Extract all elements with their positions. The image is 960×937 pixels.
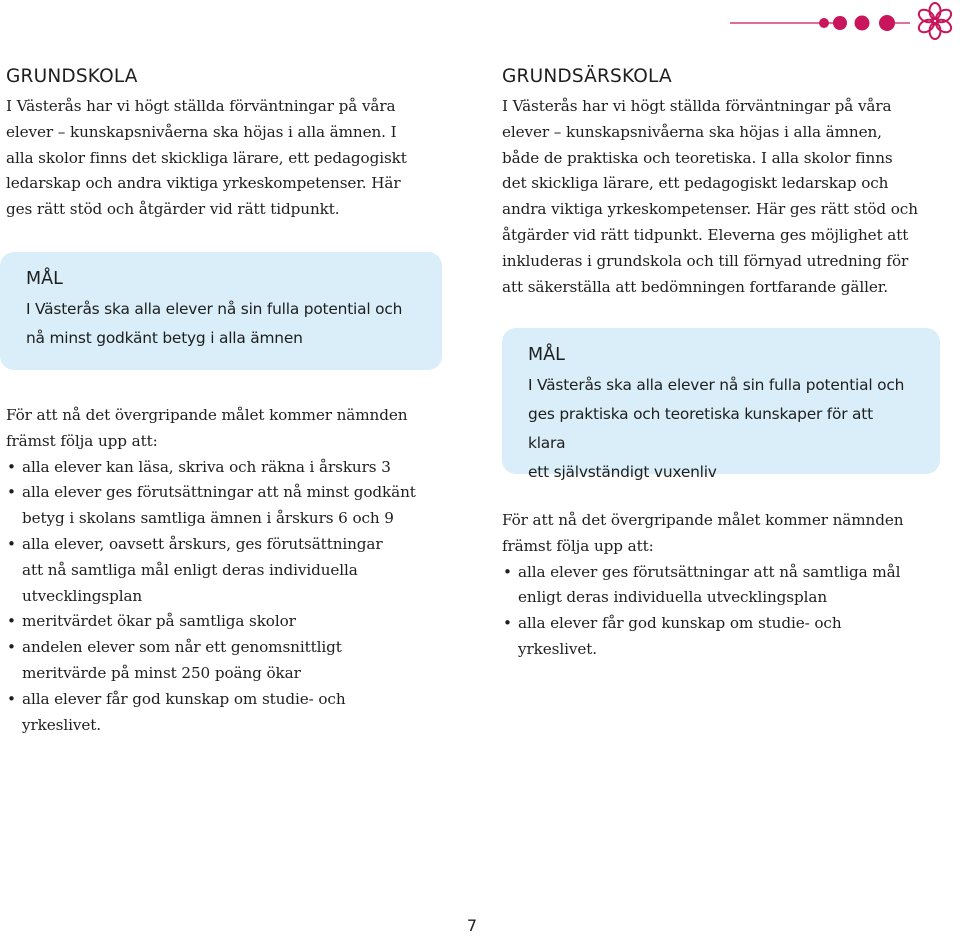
goal-text: I Västerås ska alla elever nå sin fulla potential och nå minst godkänt betyg i alla ämnen [26, 300, 403, 347]
header-decoration [0, 0, 960, 44]
follow-up-section [6, 403, 446, 738]
list-item: • alla elever, oavsett årskurs, ges förutsättningar att nå samtliga mål enligt deras individuella utvecklingsplan [7, 534, 383, 605]
goal-title: MÅL [528, 345, 565, 365]
goal-box [502, 328, 940, 481]
decoration-dot [855, 16, 870, 31]
follow-up-list [502, 560, 942, 663]
intro-paragraph: I Västerås har vi högt ställda förväntningar på våra elever – kunskapsnivåerna ska höjas i alla ämnen. I alla skolor finns det skickliga lärare, ett pedagogiskt ledarskap och andra viktiga yrkeskompetenser. Här ges rätt stöd och åtgärder vid rätt tidpunkt. [6, 97, 407, 219]
list-item: • alla elever ges förutsättningar att nå minst godkänt betyg i skolans samtliga ämnen i årskurs 6 och 9 [7, 483, 416, 528]
decoration-dot-small [819, 18, 829, 28]
flower-icon [917, 3, 954, 39]
list-item: • alla elever kan läsa, skriva och räkna i årskurs 3 [7, 457, 391, 476]
list-item: • alla elever ges förutsättningar att nå samtliga mål enligt deras individuella utvecklingsplan [503, 562, 901, 607]
follow-up-intro: För att nå det övergripande målet kommer nämnden främst följa upp att: [502, 511, 904, 555]
decoration-dot [879, 15, 895, 31]
left-column [6, 64, 456, 223]
goal-title: MÅL [26, 269, 63, 289]
goal-box [0, 252, 442, 370]
right-column [502, 64, 954, 300]
list-item: • meritvärdet ökar på samtliga skolor [7, 612, 296, 631]
page-number: 7 [466, 916, 478, 935]
follow-up-intro: För att nå det övergripande målet kommer nämnden främst följa upp att: [6, 406, 408, 450]
list-item: • alla elever får god kunskap om studie- och yrkeslivet. [7, 689, 346, 734]
decoration-dot [833, 16, 847, 30]
intro-paragraph: I Västerås har vi högt ställda förväntningar på våra elever – kunskapsnivåerna ska höjas i alla ämnen, både de praktiska och teoretiska. I alla skolor finns det skickliga lärare, ett pedagogiskt ledarskap och andra viktiga yrkeskompetenser. Här ges rätt stöd och åtgärder vid rätt tidpunkt. Eleverna ges möjlighet att inkluderas i grundskola och till förnyad utredning för att säkerställa att bedömningen fortfarande gäller. [502, 97, 918, 296]
list-item: • alla elever får god kunskap om studie- och yrkeslivet. [503, 614, 842, 658]
follow-up-section [502, 508, 942, 663]
follow-up-list [6, 455, 446, 739]
section-heading-grundskola: GRUNDSKOLA [6, 66, 138, 87]
list-item: • andelen elever som når ett genomsnittligt meritvärde på minst 250 poäng ökar [7, 638, 342, 682]
goal-text: I Västerås ska alla elever nå sin fulla potential och ges praktiska och teoretiska kunskaper för att klara ett självständigt vuxenliv [528, 376, 905, 481]
section-heading-grundsarskola: GRUNDSÄRSKOLA [502, 66, 672, 87]
